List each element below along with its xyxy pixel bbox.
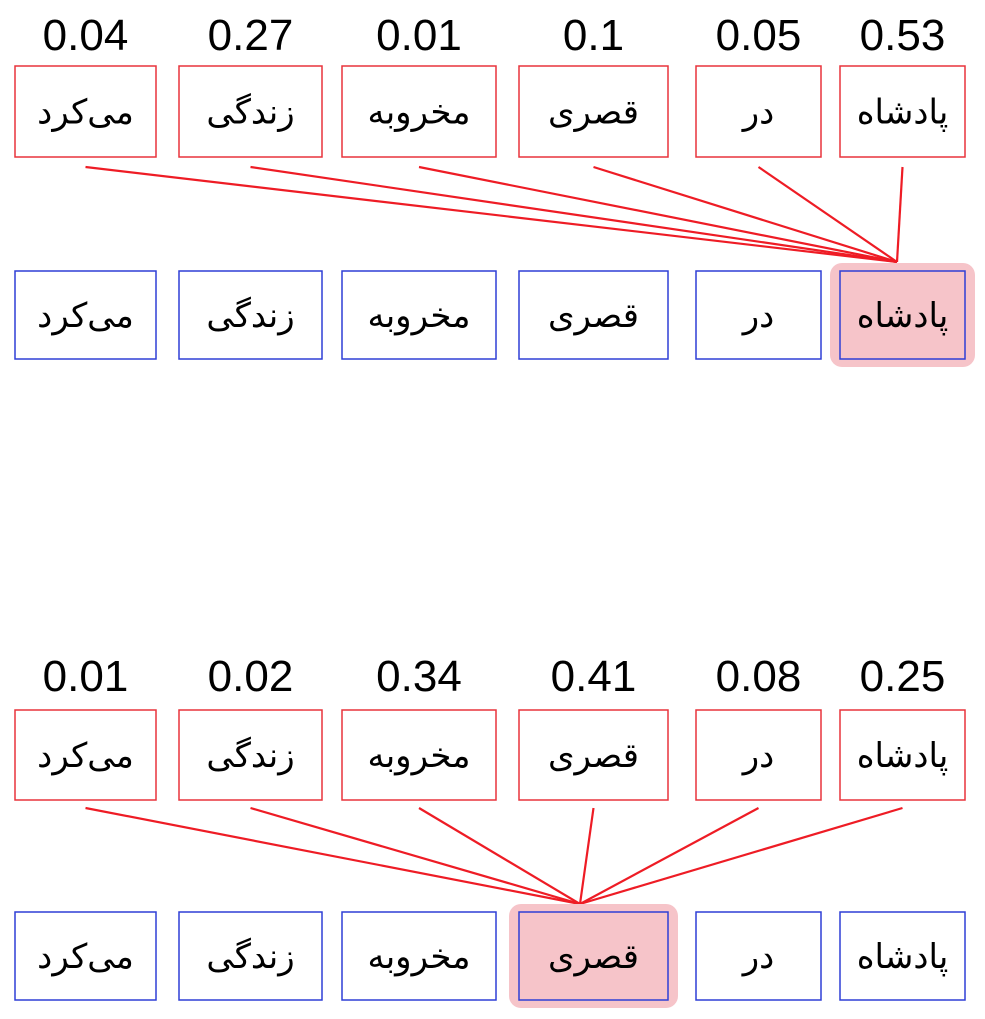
weight-label-3: 0.01 <box>376 11 462 60</box>
weight-label-5: 0.04 <box>42 11 129 60</box>
source-token-2: قصری <box>547 92 640 133</box>
attention-line-4 <box>251 808 581 904</box>
target-token-4: زندگی <box>206 937 295 977</box>
weight-label-5: 0.01 <box>42 652 129 701</box>
weight-label-2: 0.1 <box>562 11 625 60</box>
weight-label-4: 0.27 <box>207 11 294 60</box>
source-token-1: در <box>742 736 775 776</box>
target-token-0: پادشاه <box>856 296 949 336</box>
attention-panel-1 <box>15 11 975 367</box>
source-token-5: می‌کرد <box>37 92 134 133</box>
attention-line-1 <box>580 808 759 904</box>
weight-label-4: 0.02 <box>207 652 294 701</box>
attention-panel-2 <box>15 652 965 1008</box>
source-token-3: مخروبه <box>367 92 471 133</box>
weight-label-0: 0.53 <box>859 11 946 60</box>
source-token-2: قصری <box>547 736 640 776</box>
attention-line-0 <box>580 808 903 904</box>
target-token-5: می‌کرد <box>37 296 134 336</box>
weight-label-0: 0.25 <box>859 652 946 701</box>
source-token-4: زندگی <box>206 736 295 776</box>
source-token-3: مخروبه <box>367 736 471 776</box>
weight-label-1: 0.08 <box>715 652 802 701</box>
attention-line-2 <box>580 808 594 904</box>
source-token-0: پادشاه <box>856 92 949 133</box>
target-token-2: قصری <box>547 937 640 977</box>
source-token-1: در <box>742 92 775 133</box>
weight-label-3: 0.34 <box>376 652 462 701</box>
attention-line-2 <box>594 167 898 262</box>
target-token-0: پادشاه <box>856 937 949 977</box>
attention-line-0 <box>897 167 903 262</box>
attention-line-4 <box>251 167 898 262</box>
target-token-3: مخروبه <box>367 296 471 336</box>
source-token-5: می‌کرد <box>37 736 134 776</box>
attention-line-3 <box>419 808 580 904</box>
target-token-1: در <box>742 937 775 977</box>
target-token-4: زندگی <box>206 296 295 336</box>
source-token-4: زندگی <box>206 92 295 133</box>
attention-line-5 <box>86 808 581 904</box>
target-token-5: می‌کرد <box>37 937 134 977</box>
target-token-3: مخروبه <box>367 937 471 977</box>
source-token-0: پادشاه <box>856 736 949 776</box>
weight-label-1: 0.05 <box>715 11 802 60</box>
target-token-1: در <box>742 296 775 336</box>
target-token-2: قصری <box>547 296 640 336</box>
weight-label-2: 0.41 <box>550 652 637 701</box>
